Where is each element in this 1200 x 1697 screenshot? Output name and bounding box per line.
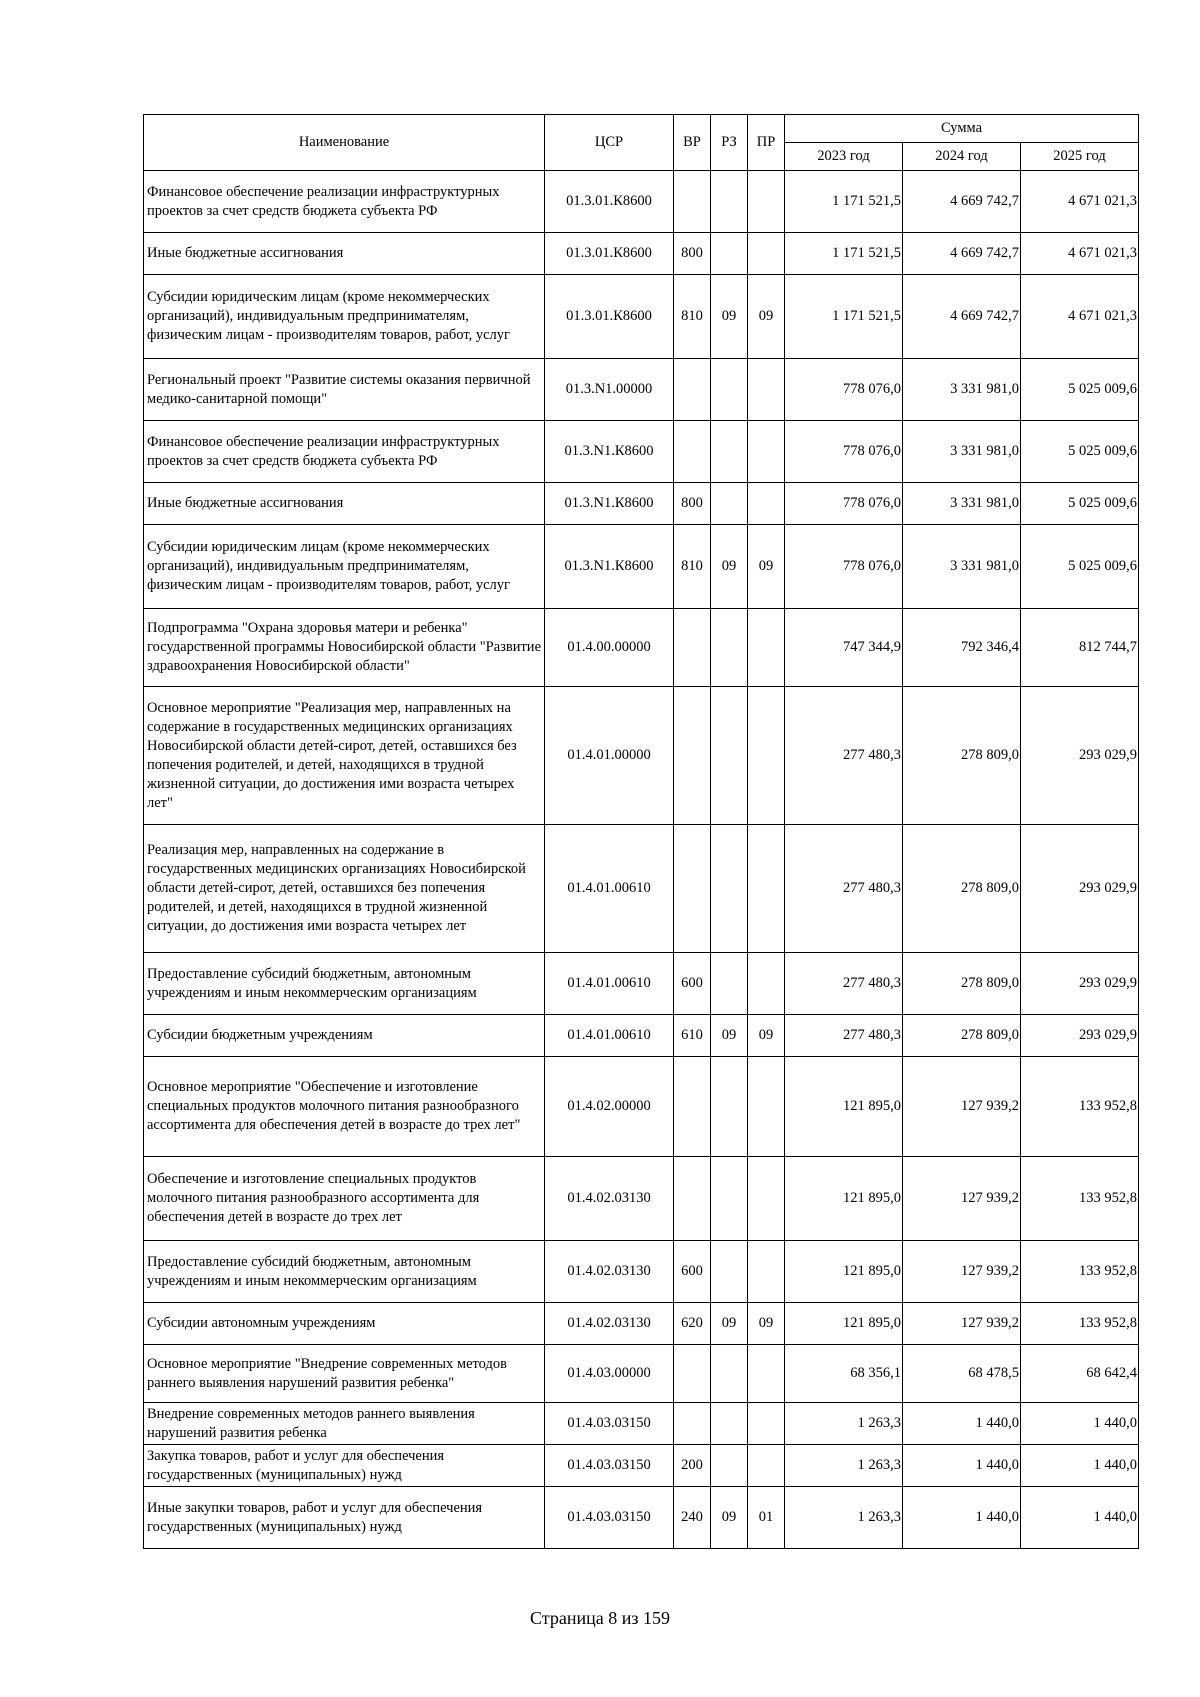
cell-pr	[748, 359, 785, 421]
cell-name: Основное мероприятие "Реализация мер, направленных на содержание в государственных медицинских организациях Новосибирской области детей-сирот, детей, оставшихся без попечения родителей, и детей, находящихся в трудной жизненной ситуации, до достижения ими возраста четырех лет"	[144, 687, 545, 825]
table-row	[144, 1403, 1139, 1445]
cell-pr	[748, 953, 785, 1015]
cell-name: Иные закупки товаров, работ и услуг для обеспечения государственных (муниципальных) нужд	[144, 1487, 545, 1549]
cell-sum-2023: 1 263,3	[785, 1487, 903, 1549]
cell-vr	[674, 359, 711, 421]
cell-rz: 09	[711, 1303, 748, 1345]
cell-sum-2023: 277 480,3	[785, 953, 903, 1015]
cell-pr	[748, 1241, 785, 1303]
cell-vr	[674, 609, 711, 687]
cell-sum-2023: 778 076,0	[785, 359, 903, 421]
cell-csr: 01.3.N1.К8600	[545, 525, 674, 609]
cell-pr	[748, 687, 785, 825]
cell-csr: 01.3.N1.00000	[545, 359, 674, 421]
header-rz: РЗ	[711, 115, 748, 171]
table-row	[144, 953, 1139, 1015]
cell-pr: 09	[748, 1303, 785, 1345]
cell-sum-2023: 277 480,3	[785, 687, 903, 825]
cell-name: Основное мероприятие "Внедрение современных методов раннего выявления нарушений развития ребенка"	[144, 1345, 545, 1403]
cell-rz: 09	[711, 1015, 748, 1057]
cell-rz	[711, 421, 748, 483]
header-2024: 2024 год	[903, 143, 1021, 171]
cell-sum-2023: 1 171 521,5	[785, 275, 903, 359]
cell-name: Субсидии юридическим лицам (кроме некоммерческих организаций), индивидуальным предпринимателям, физическим лицам - производителям товаров, работ, услуг	[144, 275, 545, 359]
cell-sum-2024: 3 331 981,0	[903, 483, 1021, 525]
cell-sum-2023: 1 171 521,5	[785, 171, 903, 233]
cell-pr: 09	[748, 1015, 785, 1057]
cell-name: Обеспечение и изготовление специальных продуктов молочного питания разнообразного ассортимента для обеспечения детей в возрасте до трех лет	[144, 1157, 545, 1241]
cell-rz	[711, 687, 748, 825]
cell-name: Реализация мер, направленных на содержание в государственных медицинских организациях Новосибирской области детей-сирот, детей, оставшихся без попечения родителей, и детей, находящихся в трудной жизненной ситуации, до достижения ими возраста четырех лет	[144, 825, 545, 953]
cell-sum-2023: 277 480,3	[785, 825, 903, 953]
cell-sum-2025: 4 671 021,3	[1021, 233, 1139, 275]
cell-name: Закупка товаров, работ и услуг для обеспечения государственных (муниципальных) нужд	[144, 1445, 545, 1487]
cell-csr: 01.3.N1.К8600	[545, 483, 674, 525]
cell-sum-2025: 293 029,9	[1021, 825, 1139, 953]
cell-rz	[711, 1157, 748, 1241]
cell-rz	[711, 953, 748, 1015]
table-row	[144, 233, 1139, 275]
table-row	[144, 687, 1139, 825]
cell-rz	[711, 825, 748, 953]
cell-vr	[674, 171, 711, 233]
cell-name: Предоставление субсидий бюджетным, автономным учреждениям и иным некоммерческим организациям	[144, 953, 545, 1015]
cell-vr: 200	[674, 1445, 711, 1487]
cell-pr	[748, 1157, 785, 1241]
cell-pr	[748, 1445, 785, 1487]
cell-sum-2023: 778 076,0	[785, 421, 903, 483]
header-name: Наименование	[144, 115, 545, 171]
cell-vr: 610	[674, 1015, 711, 1057]
cell-sum-2025: 4 671 021,3	[1021, 275, 1139, 359]
table-row	[144, 1015, 1139, 1057]
cell-sum-2025: 5 025 009,6	[1021, 359, 1139, 421]
cell-csr: 01.4.02.03130	[545, 1157, 674, 1241]
table-row	[144, 1303, 1139, 1345]
cell-rz	[711, 1345, 748, 1403]
cell-csr: 01.4.00.00000	[545, 609, 674, 687]
header-vr: ВР	[674, 115, 711, 171]
cell-sum-2024: 127 939,2	[903, 1303, 1021, 1345]
cell-sum-2024: 792 346,4	[903, 609, 1021, 687]
cell-name: Иные бюджетные ассигнования	[144, 233, 545, 275]
cell-sum-2024: 278 809,0	[903, 687, 1021, 825]
cell-pr	[748, 825, 785, 953]
table-row	[144, 825, 1139, 953]
table-row	[144, 525, 1139, 609]
cell-name: Финансовое обеспечение реализации инфраструктурных проектов за счет средств бюджета субъекта РФ	[144, 421, 545, 483]
cell-csr: 01.3.01.К8600	[545, 171, 674, 233]
cell-rz	[711, 1403, 748, 1445]
cell-sum-2023: 121 895,0	[785, 1241, 903, 1303]
cell-sum-2025: 293 029,9	[1021, 1015, 1139, 1057]
cell-csr: 01.4.03.03150	[545, 1403, 674, 1445]
cell-vr: 600	[674, 953, 711, 1015]
cell-rz: 09	[711, 1487, 748, 1549]
cell-sum-2025: 133 952,8	[1021, 1057, 1139, 1157]
cell-rz	[711, 233, 748, 275]
cell-rz	[711, 483, 748, 525]
cell-rz	[711, 171, 748, 233]
cell-csr: 01.4.03.00000	[545, 1345, 674, 1403]
cell-pr	[748, 233, 785, 275]
cell-sum-2024: 278 809,0	[903, 825, 1021, 953]
cell-name: Иные бюджетные ассигнования	[144, 483, 545, 525]
cell-pr	[748, 421, 785, 483]
cell-vr: 600	[674, 1241, 711, 1303]
cell-name: Основное мероприятие "Обеспечение и изготовление специальных продуктов молочного питания разнообразного ассортимента для обеспечения детей в возрасте до трех лет"	[144, 1057, 545, 1157]
budget-table	[143, 114, 1139, 1549]
cell-rz	[711, 1445, 748, 1487]
cell-pr: 09	[748, 275, 785, 359]
cell-sum-2024: 3 331 981,0	[903, 525, 1021, 609]
table-row	[144, 359, 1139, 421]
cell-name: Субсидии автономным учреждениям	[144, 1303, 545, 1345]
cell-sum-2024: 4 669 742,7	[903, 275, 1021, 359]
table-row	[144, 1345, 1139, 1403]
cell-csr: 01.4.01.00610	[545, 953, 674, 1015]
table-row	[144, 1445, 1139, 1487]
cell-csr: 01.4.02.00000	[545, 1057, 674, 1157]
cell-sum-2025: 1 440,0	[1021, 1487, 1139, 1549]
cell-sum-2024: 127 939,2	[903, 1157, 1021, 1241]
header-2025: 2025 год	[1021, 143, 1139, 171]
table-row	[144, 421, 1139, 483]
cell-sum-2025: 5 025 009,6	[1021, 483, 1139, 525]
cell-rz	[711, 1057, 748, 1157]
cell-name: Внедрение современных методов раннего выявления нарушений развития ребенка	[144, 1403, 545, 1445]
table-row	[144, 275, 1139, 359]
cell-pr	[748, 609, 785, 687]
cell-vr: 240	[674, 1487, 711, 1549]
cell-sum-2025: 133 952,8	[1021, 1241, 1139, 1303]
table-row	[144, 483, 1139, 525]
cell-rz	[711, 359, 748, 421]
cell-csr: 01.4.01.00610	[545, 825, 674, 953]
cell-vr	[674, 1345, 711, 1403]
table-row	[144, 1241, 1139, 1303]
cell-sum-2024: 3 331 981,0	[903, 421, 1021, 483]
cell-sum-2025: 68 642,4	[1021, 1345, 1139, 1403]
header-csr: ЦСР	[545, 115, 674, 171]
cell-csr: 01.4.03.03150	[545, 1487, 674, 1549]
cell-sum-2023: 277 480,3	[785, 1015, 903, 1057]
cell-pr	[748, 1345, 785, 1403]
cell-name: Предоставление субсидий бюджетным, автономным учреждениям и иным некоммерческим организациям	[144, 1241, 545, 1303]
header-2023: 2023 год	[785, 143, 903, 171]
cell-sum-2023: 121 895,0	[785, 1057, 903, 1157]
cell-sum-2025: 5 025 009,6	[1021, 525, 1139, 609]
cell-sum-2024: 68 478,5	[903, 1345, 1021, 1403]
cell-sum-2023: 1 263,3	[785, 1403, 903, 1445]
cell-sum-2024: 127 939,2	[903, 1241, 1021, 1303]
cell-sum-2025: 133 952,8	[1021, 1157, 1139, 1241]
cell-sum-2023: 121 895,0	[785, 1303, 903, 1345]
table-row	[144, 1487, 1139, 1549]
table-body	[144, 171, 1139, 1549]
cell-csr: 01.3.01.К8600	[545, 233, 674, 275]
cell-sum-2024: 127 939,2	[903, 1057, 1021, 1157]
cell-vr: 800	[674, 483, 711, 525]
cell-vr: 810	[674, 275, 711, 359]
cell-sum-2025: 133 952,8	[1021, 1303, 1139, 1345]
cell-sum-2025: 1 440,0	[1021, 1403, 1139, 1445]
cell-vr: 620	[674, 1303, 711, 1345]
cell-name: Подпрограмма "Охрана здоровья матери и ребенка" государственной программы Новосибирской области "Развитие здравоохранения Новосибирской области"	[144, 609, 545, 687]
cell-csr: 01.4.02.03130	[545, 1303, 674, 1345]
cell-name: Субсидии бюджетным учреждениям	[144, 1015, 545, 1057]
cell-vr: 800	[674, 233, 711, 275]
cell-csr: 01.3.N1.К8600	[545, 421, 674, 483]
cell-vr: 810	[674, 525, 711, 609]
cell-sum-2025: 1 440,0	[1021, 1445, 1139, 1487]
cell-sum-2023: 778 076,0	[785, 483, 903, 525]
cell-sum-2023: 121 895,0	[785, 1157, 903, 1241]
cell-rz	[711, 609, 748, 687]
cell-vr	[674, 1057, 711, 1157]
table-row	[144, 1157, 1139, 1241]
cell-sum-2024: 1 440,0	[903, 1487, 1021, 1549]
cell-vr	[674, 421, 711, 483]
cell-name: Финансовое обеспечение реализации инфраструктурных проектов за счет средств бюджета субъекта РФ	[144, 171, 545, 233]
cell-sum-2025: 293 029,9	[1021, 953, 1139, 1015]
cell-sum-2025: 293 029,9	[1021, 687, 1139, 825]
cell-sum-2024: 278 809,0	[903, 953, 1021, 1015]
cell-sum-2024: 3 331 981,0	[903, 359, 1021, 421]
table-row	[144, 609, 1139, 687]
cell-pr	[748, 1403, 785, 1445]
cell-pr	[748, 171, 785, 233]
cell-rz: 09	[711, 275, 748, 359]
cell-sum-2025: 812 744,7	[1021, 609, 1139, 687]
cell-pr: 01	[748, 1487, 785, 1549]
cell-csr: 01.4.02.03130	[545, 1241, 674, 1303]
cell-vr	[674, 1403, 711, 1445]
cell-sum-2023: 68 356,1	[785, 1345, 903, 1403]
cell-vr	[674, 687, 711, 825]
table-row	[144, 1057, 1139, 1157]
cell-csr: 01.4.01.00000	[545, 687, 674, 825]
cell-rz: 09	[711, 525, 748, 609]
page-number: Страница 8 из 159	[530, 1608, 670, 1628]
cell-sum-2023: 747 344,9	[785, 609, 903, 687]
cell-sum-2023: 1 263,3	[785, 1445, 903, 1487]
header-pr: ПР	[748, 115, 785, 171]
cell-sum-2025: 5 025 009,6	[1021, 421, 1139, 483]
cell-pr	[748, 1057, 785, 1157]
cell-name: Региональный проект "Развитие системы оказания первичной медико-санитарной помощи"	[144, 359, 545, 421]
cell-sum-2024: 4 669 742,7	[903, 233, 1021, 275]
cell-csr: 01.4.03.03150	[545, 1445, 674, 1487]
cell-vr	[674, 1157, 711, 1241]
cell-pr	[748, 483, 785, 525]
cell-sum-2024: 278 809,0	[903, 1015, 1021, 1057]
cell-vr	[674, 825, 711, 953]
cell-sum-2024: 4 669 742,7	[903, 171, 1021, 233]
cell-csr: 01.3.01.К8600	[545, 275, 674, 359]
cell-rz	[711, 1241, 748, 1303]
cell-sum-2024: 1 440,0	[903, 1403, 1021, 1445]
cell-sum-2023: 1 171 521,5	[785, 233, 903, 275]
table-row	[144, 171, 1139, 233]
cell-name: Субсидии юридическим лицам (кроме некоммерческих организаций), индивидуальным предпринимателям, физическим лицам - производителям товаров, работ, услуг	[144, 525, 545, 609]
cell-csr: 01.4.01.00610	[545, 1015, 674, 1057]
cell-sum-2025: 4 671 021,3	[1021, 171, 1139, 233]
cell-sum-2023: 778 076,0	[785, 525, 903, 609]
cell-pr: 09	[748, 525, 785, 609]
header-sum: Сумма	[785, 115, 1139, 143]
cell-sum-2024: 1 440,0	[903, 1445, 1021, 1487]
